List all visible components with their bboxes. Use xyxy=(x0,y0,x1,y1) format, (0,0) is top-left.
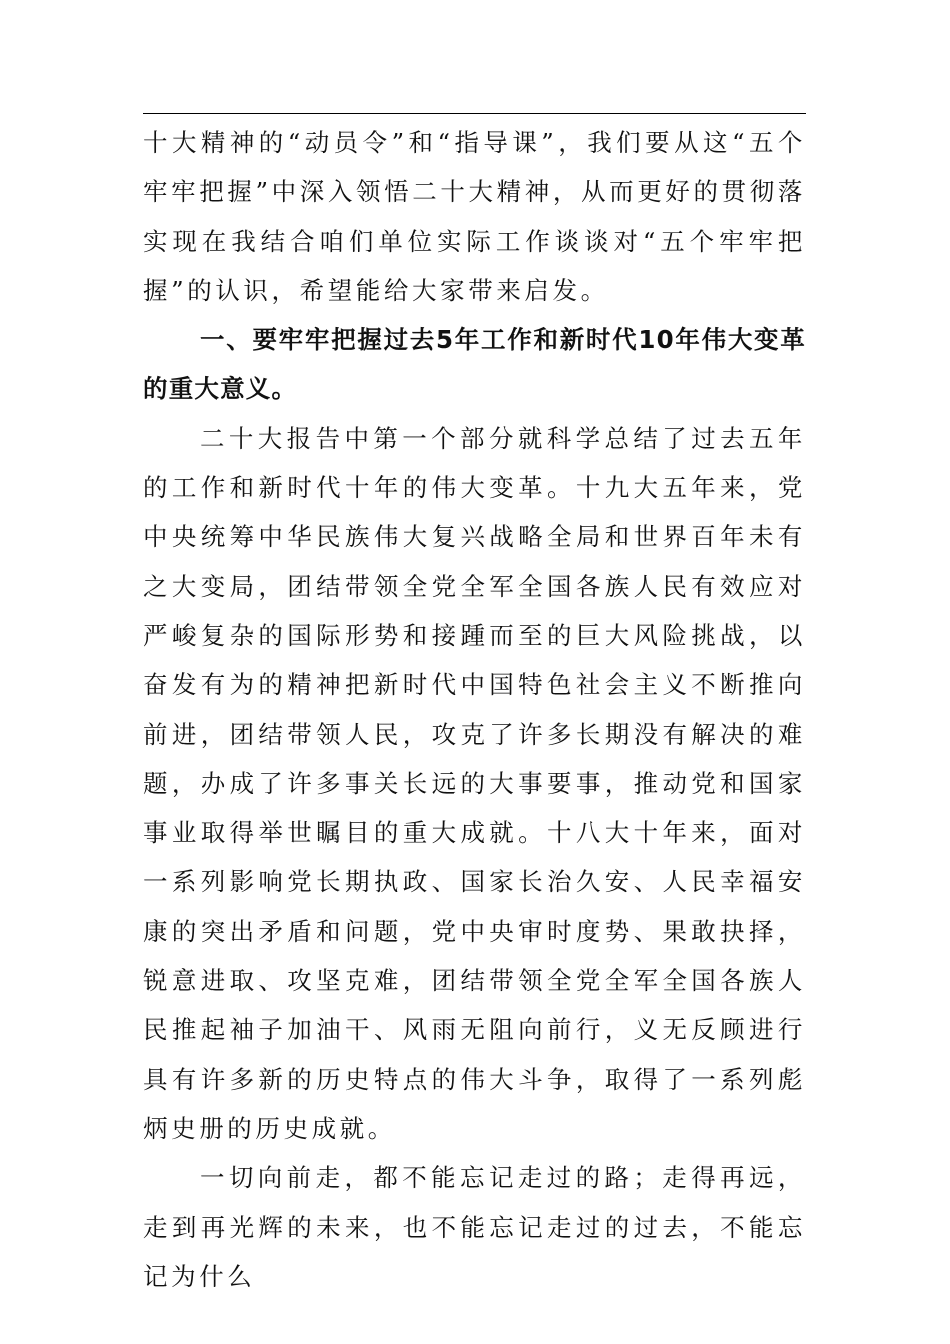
header-rule xyxy=(143,113,806,114)
body-paragraph: 十大精神的“动员令”和“指导课”，我们要从这“五个牢牢把握”中深入领悟二十大精神，从而更好的贯彻落实现在我结合咱们单位实际工作谈谈对“五个牢牢把握”的认识，希望能给大家带来启发。 xyxy=(143,128,806,305)
body-paragraph: 一切向前走，都不能忘记走过的路；走得再远，走到再光辉的未来，也不能忘记走过的过去，不能忘记为什么 xyxy=(143,1163,806,1291)
document-body xyxy=(143,118,806,1301)
body-paragraph: 二十大报告中第一个部分就科学总结了过去五年的工作和新时代十年的伟大变革。十九大五年来，党中央统筹中华民族伟大复兴战略全局和世界百年未有之大变局，团结带领全党全军全国各族人民有效应对严峻复杂的国际形势和接踵而至的巨大风险挑战，以奋发有为的精神把新时代中国特色社会主义不断推向前进，团结带领人民，攻克了许多长期没有解决的难题，办成了许多事关长远的大事要事，推动党和国家事业取得举世瞩目的重大成就。十八大十年来，面对一系列影响党长期执政、国家长治久安、人民幸福安康的突出矛盾和问题，党中央审时度势、果敢抉择，锐意进取、攻坚克难，团结带领全党全军全国各族人民推起袖子加油干、风雨无阻向前行，义无反顾进行具有许多新的历史特点的伟大斗争，取得了一系列彪炳史册的历史成就。 xyxy=(143,423,806,1143)
section-heading: 一、要牢牢把握过去5年工作和新时代10年伟大变革的重大意义。 xyxy=(143,325,806,404)
